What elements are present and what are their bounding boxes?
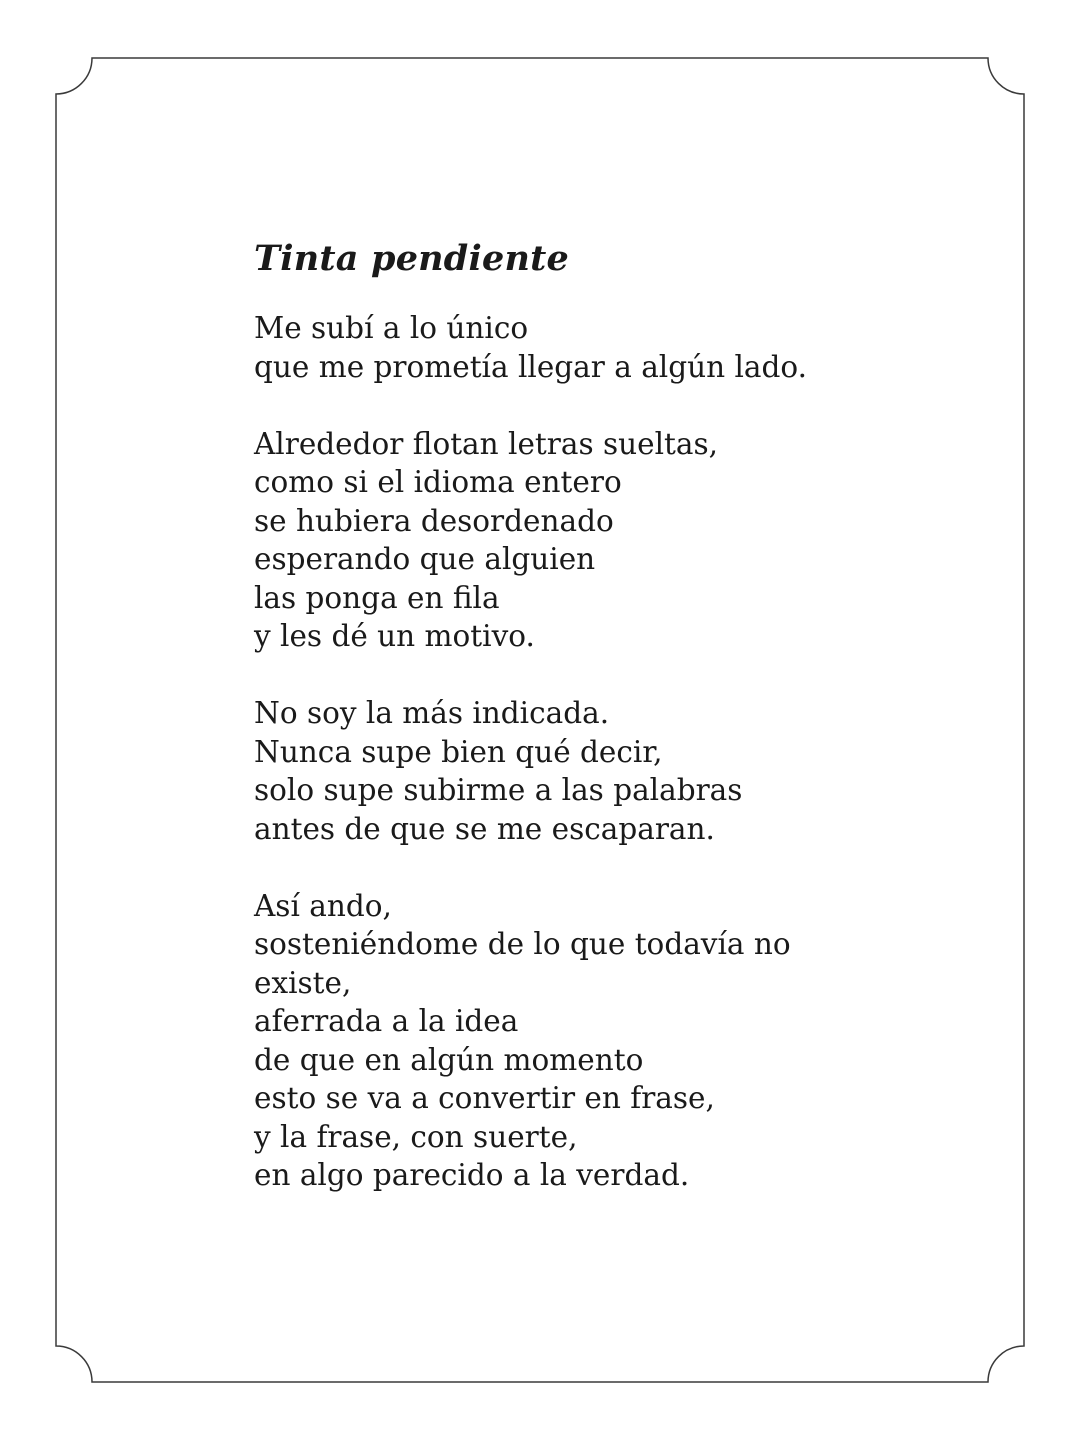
stanza-2 <box>254 425 994 656</box>
verse: como si el idioma entero <box>254 465 622 499</box>
verse: No soy la más indicada. <box>254 696 610 730</box>
verse: Así ando, <box>254 888 392 923</box>
stanza-4 <box>254 887 994 1195</box>
verse: Nunca supe bien qué decir, <box>254 734 663 769</box>
verse: antes de que se me escaparan. <box>254 811 715 846</box>
verse: y les dé un motivo. <box>254 619 535 653</box>
verse: existe, <box>254 965 352 1000</box>
stanza-3 <box>254 694 994 848</box>
verse: las ponga en fila <box>254 580 500 615</box>
poem-title: Tinta pendiente <box>254 238 569 279</box>
verse: Me subí a lo único <box>254 311 529 345</box>
verse: se hubiera desordenado <box>254 503 614 538</box>
verse: que me prometía llegar a algún lado. <box>254 349 808 384</box>
stanza-1 <box>254 309 994 386</box>
verse: aferrada a la idea <box>254 1004 519 1038</box>
poem <box>254 236 994 1195</box>
verse: y la frase, con suerte, <box>254 1119 578 1154</box>
verse: esto se va a convertir en frase, <box>254 1081 715 1115</box>
verse: de que en algún momento <box>254 1042 644 1077</box>
verse: en algo parecido a la verdad. <box>254 1158 690 1192</box>
verse: esperando que alguien <box>254 542 596 576</box>
verse: Alrededor flotan letras sueltas, <box>254 426 718 461</box>
verse: sosteniéndome de lo que todavía no <box>254 927 791 961</box>
verse: solo supe subirme a las palabras <box>254 773 743 807</box>
